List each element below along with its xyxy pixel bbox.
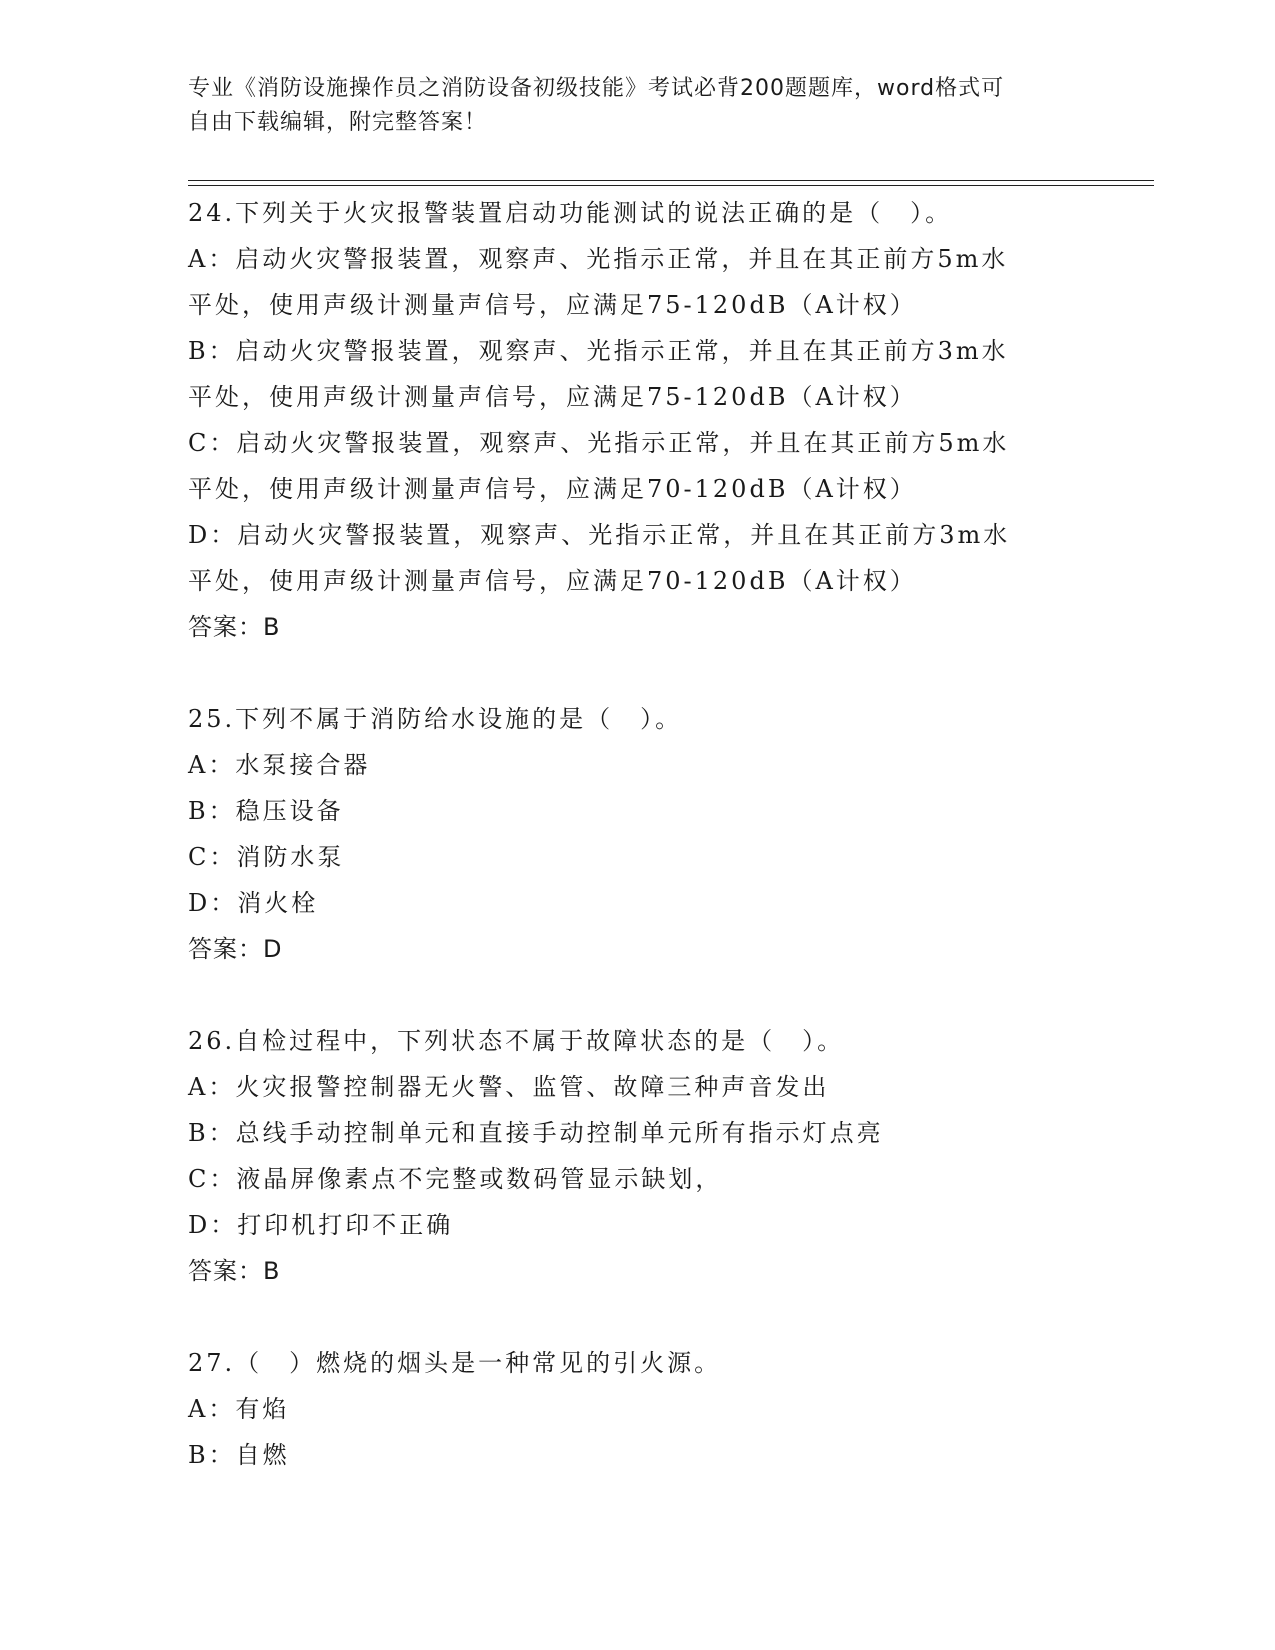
question-24 bbox=[188, 190, 1088, 650]
answer-line: 答案：D bbox=[188, 935, 283, 963]
header-line-2: 自由下载编辑，附完整答案！ bbox=[188, 110, 488, 135]
header-line-1: 专业《消防设施操作员之消防设备初级技能》考试必背200题题库，word格式可 bbox=[188, 76, 1005, 101]
answer-line: 答案：B bbox=[188, 1257, 281, 1285]
option-b: B：启动火灾警报装置，观察声、光指示正常，并且在其正前方3m水 bbox=[188, 337, 1009, 365]
answer-line: 答案：B bbox=[188, 613, 281, 641]
option-b-continued: 平处，使用声级计测量声信号，应满足75-120dB（A计权） bbox=[188, 383, 917, 411]
question-list bbox=[188, 190, 1088, 1478]
document-header bbox=[188, 72, 1068, 140]
option-b: B：总线手动控制单元和直接手动控制单元所有指示灯点亮 bbox=[188, 1119, 884, 1147]
option-b: B：稳压设备 bbox=[188, 797, 344, 825]
header-divider-top bbox=[188, 180, 1154, 181]
question-stem: 25.下列不属于消防给水设施的是（ ）。 bbox=[188, 705, 683, 733]
option-c: C：消防水泵 bbox=[188, 843, 345, 871]
question-25 bbox=[188, 696, 1088, 972]
question-stem: 24.下列关于火灾报警装置启动功能测试的说法正确的是（ ）。 bbox=[188, 199, 953, 227]
option-b: B：自燃 bbox=[188, 1441, 290, 1469]
option-d: D：启动火灾警报装置，观察声、光指示正常，并且在其正前方3m水 bbox=[188, 521, 1011, 549]
option-a: A：水泵接合器 bbox=[188, 751, 371, 779]
question-stem: 27.（ ）燃烧的烟头是一种常见的引火源。 bbox=[188, 1349, 722, 1377]
option-d: D：打印机打印不正确 bbox=[188, 1211, 454, 1239]
option-a: A：有焰 bbox=[188, 1395, 290, 1423]
header-divider-bottom bbox=[188, 185, 1154, 186]
option-d-continued: 平处，使用声级计测量声信号，应满足70-120dB（A计权） bbox=[188, 567, 917, 595]
option-d: D：消火栓 bbox=[188, 889, 319, 917]
option-c: C：液晶屏像素点不完整或数码管显示缺划， bbox=[188, 1165, 723, 1193]
question-27 bbox=[188, 1340, 1088, 1478]
question-26 bbox=[188, 1018, 1088, 1294]
option-c: C：启动火灾警报装置，观察声、光指示正常，并且在其正前方5m水 bbox=[188, 429, 1010, 457]
option-a-continued: 平处，使用声级计测量声信号，应满足75-120dB（A计权） bbox=[188, 291, 917, 319]
question-stem: 26.自检过程中，下列状态不属于故障状态的是（ ）。 bbox=[188, 1027, 845, 1055]
option-a: A：火灾报警控制器无火警、监管、故障三种声音发出 bbox=[188, 1073, 830, 1101]
option-a: A：启动火灾警报装置，观察声、光指示正常，并且在其正前方5m水 bbox=[188, 245, 1009, 273]
option-c-continued: 平处，使用声级计测量声信号，应满足70-120dB（A计权） bbox=[188, 475, 917, 503]
